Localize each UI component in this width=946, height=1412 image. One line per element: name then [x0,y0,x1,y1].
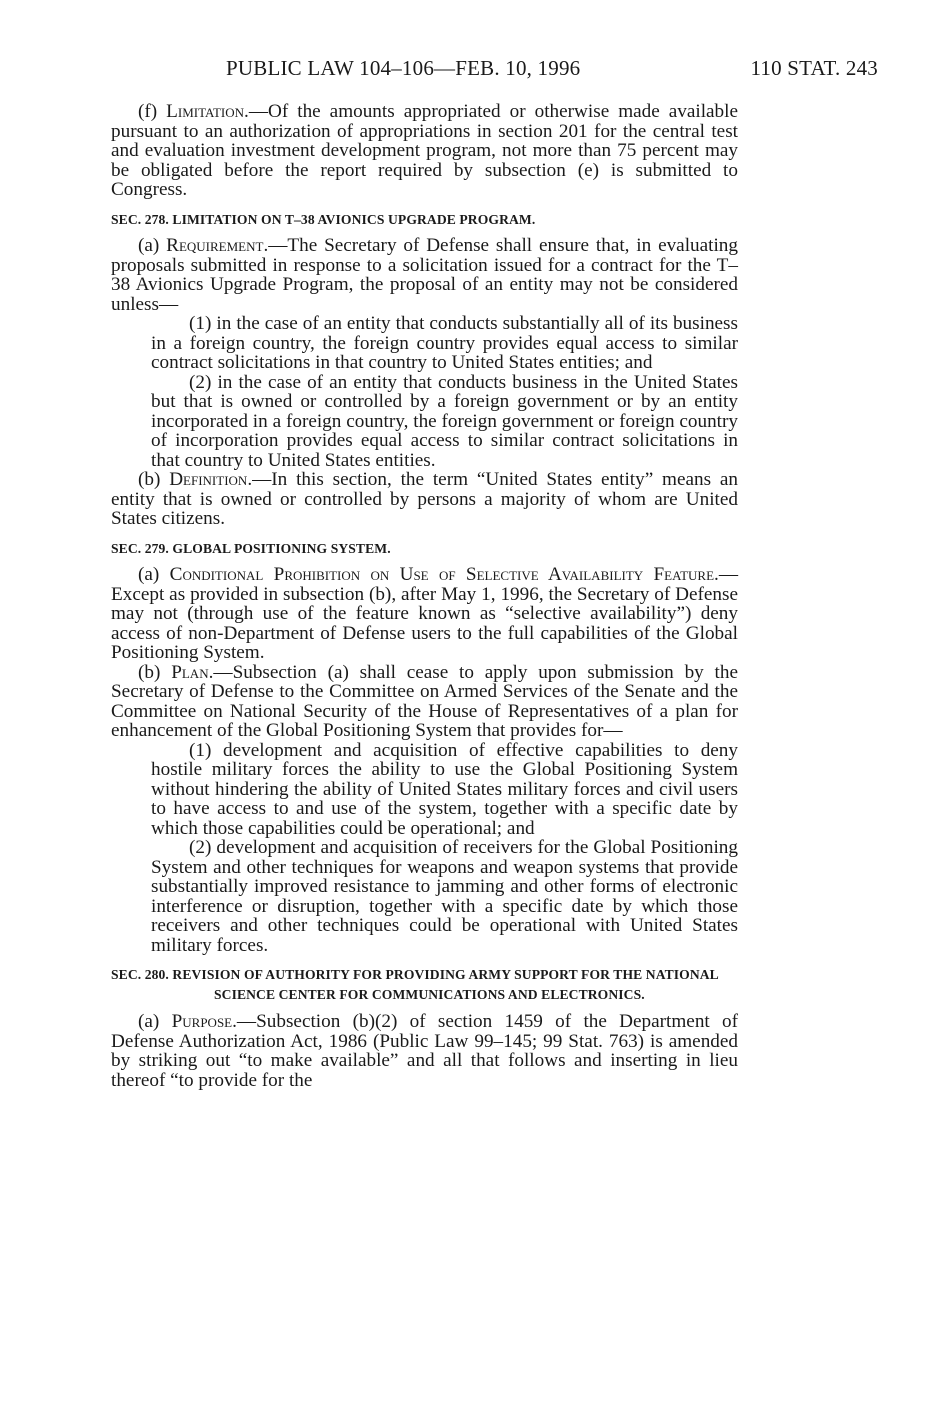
subsection-label: (b) [138,469,170,490]
subsection-heading: Requirement [166,235,264,256]
subsection-text: .—Except as provided in subsection (b), after May 1, 1996, the Secretary of Defense may not (through use of the feature known as “selective availability”) deny access of non-Department of Defense users to the full capabilities of the Global Positioning System. [111,564,738,663]
header-public-law: PUBLIC LAW 104–106—FEB. 10, 1996 [226,56,581,80]
subsection-f-limitation [111,102,738,200]
document-body [111,102,738,1090]
subsection-heading: Definition [169,469,248,490]
s278-paragraph-2: (2) in the case of an entity that conducts business in the United States but that is owned or controlled by a foreign government or by an entity incorporated in a foreign country, the foreign government or foreign country of incorporation provides equal access to similar contract solicitations in that country to United States entities. [151,371,738,471]
header-stat-page: 110 STAT. 243 [750,56,878,80]
s279-subsection-a [111,565,738,663]
s279-paragraph-2: (2) development and acquisition of receivers for the Global Positioning System and other techniques for weapons and weapon systems that provide substantially improved resistance to jamming and other forms of electronic interference or disruption, together with a specific date by which those receivers and other techniques could be operational with United States military forces. [151,837,738,956]
subsection-label: (a) [138,1011,172,1032]
section-280-heading: SEC. 280. REVISION OF AUTHORITY FOR PROVIDING ARMY SUPPORT FOR THE NATIONAL SCIENCE CENTER FOR COMMUNICATIONS AND ELECTRONICS. [111,967,719,1002]
subsection-text: .—Subsection (a) shall cease to apply upon submission by the Secretary of Defense to the Committee on Armed Services of the Senate and the Committee on National Security of the House of Representatives of a plan for enhancement of the Global Positioning System that provides for— [111,661,738,741]
subsection-text: .—Subsection (b)(2) of section 1459 of the Department of Defense Authorization Act, 1986 (Public Law 99–145; 99 Stat. 763) is amended by striking out “to make available” and all that follows and inserting in lieu thereof “to provide for the [111,1011,739,1091]
subsection-label: (a) [138,235,167,256]
subsection-label: (b) [138,661,172,683]
s280-subsection-a [111,1012,738,1090]
subsection-heading: Limitation [166,101,245,122]
section-278-heading: SEC. 278. LIMITATION ON T–38 AVIONICS UPGRADE PROGRAM. [111,211,536,227]
s278-subsection-b [111,470,738,529]
subsection-text: .—Of the amounts appropriated or otherwise made available pursuant to an authorization of appropriations in section 201 for the central test and evaluation investment development program, not more than 75 percent may be obligated before the report required by subsection (e) is submitted to Congress. [111,101,739,200]
s278-paragraph-1: (1) in the case of an entity that conducts substantially all of its business in a foreign country, the foreign country provides equal access to similar contract solicitations in that country to United States entities; and [151,313,738,373]
section-279-heading: SEC. 279. GLOBAL POSITIONING SYSTEM. [111,540,391,556]
s278-subsection-a [111,236,738,314]
subsection-label: (f) [138,101,167,122]
subsection-heading: Plan [171,661,209,683]
subsection-heading: Purpose [171,1011,233,1032]
subsection-text: .—In this section, the term “United States entity” means an entity that is owned or controlled by persons a majority of whom are United States citizens. [111,469,738,529]
s279-subsection-b [111,663,738,741]
subsection-text: .—The Secretary of Defense shall ensure that, in evaluating proposals submitted in response to a solicitation issued for a contract for the T–38 Avionics Upgrade Program, the proposal of an entity may not be considered unless— [111,235,738,315]
subsection-label: (a) [138,564,170,585]
s279-paragraph-1: (1) development and acquisition of effective capabilities to deny hostile military forces the ability to use the Global Positioning System without hindering the ability of United States military forces and civil users to have access to and use of the system, together with a specific date by which those capabilities could be operational; and [151,739,738,839]
subsection-heading: Conditional Prohibition on Use of Selective Availability Feature [169,564,715,585]
